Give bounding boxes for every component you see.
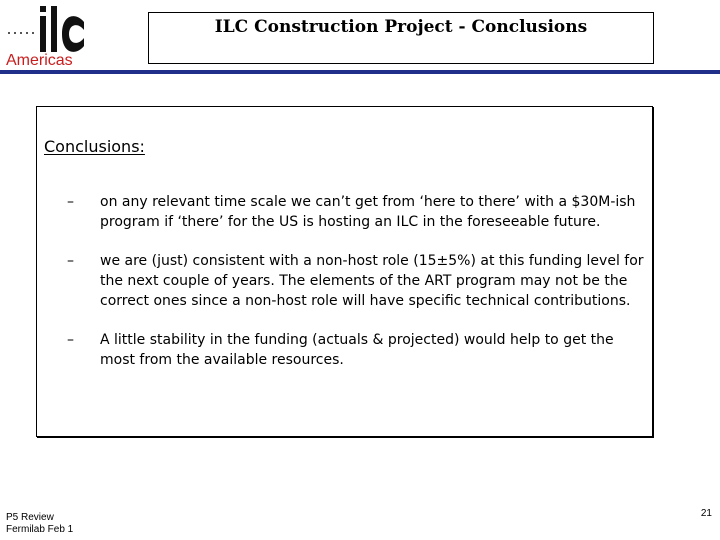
footer-event: P5 Review xyxy=(6,512,54,523)
conclusions-heading: Conclusions: xyxy=(44,137,145,156)
dash-marker: – xyxy=(67,194,74,210)
header-rule xyxy=(0,70,720,74)
footer-date: Fermilab Feb 1 xyxy=(6,524,74,535)
conclusions-box xyxy=(36,106,653,437)
conclusions-list xyxy=(67,192,647,389)
dash-marker: – xyxy=(67,253,74,269)
bullet-text: we are (just) consistent with a non-host role (15±5%) at this funding level for the next couple of years. The elements of the ART program may not be the correct ones since a non-host role will have specific technical contributions. xyxy=(100,253,644,309)
list-item xyxy=(67,330,647,370)
list-item xyxy=(67,192,647,232)
page-title: ILC Construction Project - Conclusions xyxy=(214,17,588,37)
bullet-text: on any relevant time scale we can’t get from ‘here to there’ with a $30M-ish program if ‘there’ for the US is hosting an ILC in the foreseeable future. xyxy=(100,194,636,230)
ilc-logo-icon xyxy=(6,4,86,58)
ilc-logo xyxy=(6,4,86,58)
footer-info xyxy=(6,512,73,536)
dash-marker: – xyxy=(67,332,74,348)
region-label: Americas xyxy=(6,52,73,69)
page-number: 21 xyxy=(700,508,712,519)
title-box xyxy=(148,12,654,64)
bullet-text: A little stability in the funding (actuals & projected) would help to get the most from the available resources. xyxy=(100,332,614,368)
list-item xyxy=(67,251,647,311)
